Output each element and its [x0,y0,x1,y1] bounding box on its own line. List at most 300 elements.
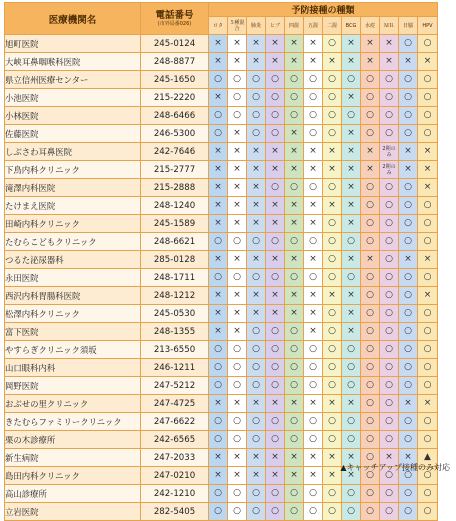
vaccine-availability-cell: ○ [342,377,361,395]
vaccine-availability-cell: × [285,161,304,179]
vaccine-availability-cell: ○ [266,89,285,107]
table-row [5,431,438,449]
table-row [5,197,438,215]
vaccine-availability-cell: ○ [361,359,380,377]
table-row [5,143,438,161]
vaccine-availability-cell: ○ [285,89,304,107]
vaccine-availability-cell: × [304,35,323,53]
vaccine-availability-cell: × [228,305,247,323]
vaccine-availability-cell: ○ [323,413,342,431]
vaccine-availability-cell: × [285,215,304,233]
vaccine-availability-cell: × [342,53,361,71]
vaccine-availability-cell: ○ [380,413,399,431]
phone-number: 285-0128 [141,251,209,269]
vaccine-availability-cell: × [247,197,266,215]
vaccine-availability-cell: ○ [228,503,247,521]
vaccine-availability-cell: ○ [209,359,228,377]
vaccine-availability-cell: ○ [247,71,266,89]
vaccine-availability-cell: ○ [342,107,361,125]
vaccine-availability-cell: ○ [266,503,285,521]
vaccine-availability-cell: × [304,143,323,161]
vaccine-availability-cell: ○ [323,125,342,143]
vaccine-availability-cell: × [209,449,228,467]
vaccine-availability-cell: × [399,161,418,179]
vaccine-availability-cell: ○ [304,503,323,521]
vaccine-availability-cell: ○ [399,287,418,305]
column-header-phone [141,3,209,35]
vaccine-availability-cell: × [266,467,285,485]
vaccine-availability-cell: × [266,395,285,413]
vaccine-availability-cell: ○ [304,233,323,251]
vaccine-availability-cell: × [285,467,304,485]
vaccine-availability-cell: ○ [361,341,380,359]
vaccine-header-3: ヒブ [266,17,285,35]
vaccine-availability-cell: ○ [399,305,418,323]
phone-header-area-code: (市外局番026) [157,20,192,27]
vaccine-availability-cell: ○ [323,305,342,323]
vaccine-availability-cell: ○ [228,485,247,503]
vaccine-availability-cell: ○ [380,359,399,377]
vaccine-availability-cell: ○ [266,323,285,341]
vaccine-availability-cell: × [285,197,304,215]
vaccine-availability-cell: ○ [266,71,285,89]
vaccine-availability-cell: ○ [209,125,228,143]
vaccine-availability-cell: ○ [266,377,285,395]
vaccine-availability-cell: × [418,143,438,161]
vaccine-availability-cell: ○ [323,485,342,503]
vaccine-availability-cell: × [342,467,361,485]
vaccine-availability-cell: ○ [342,359,361,377]
vaccine-availability-cell: × [228,53,247,71]
vaccine-availability-cell: ○ [285,503,304,521]
vaccine-availability-cell: × [209,215,228,233]
vaccine-availability-cell: × [285,287,304,305]
vaccine-availability-cell: × [399,53,418,71]
vaccine-availability-cell: ○ [342,269,361,287]
vaccine-availability-cell: × [361,143,380,161]
vaccine-availability-cell: ○ [304,413,323,431]
institution-name: しぶさわ耳鼻医院 [5,143,141,161]
vaccine-availability-cell: ○ [323,71,342,89]
vaccine-availability-cell: ○ [228,359,247,377]
vaccine-availability-cell: × [380,449,399,467]
vaccine-availability-cell: × [418,53,438,71]
vaccine-availability-cell: ○ [418,233,438,251]
vaccine-availability-cell: × [323,467,342,485]
vaccine-availability-cell: ○ [361,107,380,125]
vaccine-availability-cell: × [342,161,361,179]
vaccine-availability-cell: ○ [418,413,438,431]
institution-name: やすらぎクリニック須坂 [5,341,141,359]
vaccine-availability-cell: ○ [266,125,285,143]
vaccine-availability-cell: ○ [285,233,304,251]
vaccine-availability-cell: ○ [323,431,342,449]
vaccine-availability-cell: × [266,251,285,269]
vaccine-availability-cell: ○ [209,377,228,395]
vaccine-availability-cell: ○ [247,341,266,359]
vaccine-availability-cell: × [266,35,285,53]
vaccine-availability-cell: ○ [418,35,438,53]
vaccine-availability-cell: × [418,287,438,305]
vaccine-availability-cell: × [304,395,323,413]
vaccine-availability-cell: ○ [399,467,418,485]
vaccine-availability-cell: × [304,305,323,323]
vaccine-availability-cell: ○ [247,431,266,449]
phone-number: 247-2033 [141,449,209,467]
vaccine-availability-cell: × [323,53,342,71]
column-header-vaccine-types: 予防接種の種類 [209,3,438,17]
institution-name: 佐藤医院 [5,125,141,143]
vaccine-header-1: ５種混合 [228,17,247,35]
table-row [5,485,438,503]
vaccine-availability-cell: × [209,197,228,215]
table-row [5,107,438,125]
column-header-institution: 医療機関名 [5,3,141,35]
vaccine-availability-cell: ○ [361,413,380,431]
vaccine-availability-cell: ○ [361,305,380,323]
vaccine-availability-cell: × [304,53,323,71]
vaccine-availability-cell: × [247,287,266,305]
vaccine-availability-cell: × [399,143,418,161]
vaccine-availability-cell: × [342,35,361,53]
vaccine-availability-cell: × [209,251,228,269]
vaccine-availability-cell: × [266,305,285,323]
vaccine-availability-cell: ○ [361,125,380,143]
vaccine-availability-cell: ○ [342,485,361,503]
vaccine-availability-cell: ▲ [418,449,438,467]
vaccine-availability-cell: ○ [399,71,418,89]
institution-name: 島田内科クリニック [5,467,141,485]
vaccine-availability-cell: ○ [380,305,399,323]
vaccine-availability-cell: ○ [418,305,438,323]
vaccine-availability-cell: × [304,287,323,305]
phone-number: 248-1212 [141,287,209,305]
vaccine-availability-cell: ○ [285,71,304,89]
vaccine-availability-cell: ○ [399,323,418,341]
vaccine-availability-cell: × [342,305,361,323]
vaccine-availability-cell: ○ [399,89,418,107]
vaccine-availability-cell: × [380,35,399,53]
vaccine-availability-cell: ○ [418,197,438,215]
vaccine-availability-cell: ○ [304,125,323,143]
vaccine-availability-cell: ○ [247,377,266,395]
vaccine-availability-cell: ○ [418,341,438,359]
vaccine-availability-cell: × [247,143,266,161]
vaccine-availability-cell: × [247,161,266,179]
vaccine-availability-cell: ○ [361,395,380,413]
vaccine-availability-cell: ○ [342,431,361,449]
vaccine-availability-cell: × [323,143,342,161]
institution-name: 小林医院 [5,107,141,125]
vaccine-availability-cell: ○ [399,215,418,233]
vaccine-availability-cell: × [209,305,228,323]
vaccine-availability-cell: ○ [304,341,323,359]
vaccine-availability-cell: × [323,449,342,467]
vaccine-availability-cell: ○ [247,269,266,287]
phone-number: 248-8877 [141,53,209,71]
vaccine-availability-cell: × [209,35,228,53]
vaccine-availability-cell: × [209,287,228,305]
vaccine-availability-cell: ○ [380,377,399,395]
vaccine-availability-cell: × [228,125,247,143]
vaccine-availability-cell: ○ [323,233,342,251]
vaccine-availability-cell: × [247,467,266,485]
vaccine-availability-cell: ○ [266,179,285,197]
vaccine-availability-cell: × [266,449,285,467]
vaccine-availability-cell: ○ [418,71,438,89]
vaccine-availability-cell: ○ [304,377,323,395]
vaccine-availability-cell: ○ [380,503,399,521]
phone-number: 246-1211 [141,359,209,377]
vaccine-header-11: HPV [418,17,438,35]
vaccine-availability-cell: × [342,215,361,233]
vaccine-availability-cell: × [285,35,304,53]
institution-name: 栗の木診療所 [5,431,141,449]
table-row [5,323,438,341]
vaccine-availability-cell: ○ [361,269,380,287]
vaccine-availability-cell: ○ [209,71,228,89]
vaccine-availability-cell: ○ [323,35,342,53]
vaccine-availability-cell: ○ [247,89,266,107]
vaccine-availability-cell: × [266,287,285,305]
vaccine-availability-cell: ○ [361,215,380,233]
institution-name: 富下医院 [5,323,141,341]
vaccine-availability-cell: ○ [323,503,342,521]
vaccine-availability-cell: × [228,35,247,53]
institution-name: 岡野医院 [5,377,141,395]
vaccine-availability-cell: ○ [380,215,399,233]
vaccine-availability-cell: ○ [247,503,266,521]
vaccine-availability-cell: ○ [380,431,399,449]
vaccine-availability-cell: ○ [399,269,418,287]
vaccine-availability-cell: ○ [266,359,285,377]
table-row [5,161,438,179]
vaccine-header-4: 四混 [285,17,304,35]
vaccine-availability-cell: ○ [361,197,380,215]
vaccine-availability-cell: × [361,35,380,53]
vaccine-availability-cell: × [266,143,285,161]
vaccine-availability-cell: ○ [399,377,418,395]
vaccine-availability-cell: ○ [399,431,418,449]
vaccine-header-8: 水痘 [361,17,380,35]
vaccine-availability-cell: ○ [247,359,266,377]
phone-number: 248-6621 [141,233,209,251]
vaccine-availability-cell: ○ [399,125,418,143]
vaccine-availability-cell: ○ [361,431,380,449]
phone-number: 242-6565 [141,431,209,449]
phone-number: 248-1355 [141,323,209,341]
vaccine-availability-cell: × [285,143,304,161]
phone-number: 215-2777 [141,161,209,179]
phone-number: 242-7646 [141,143,209,161]
institution-name: たむらこどもクリニック [5,233,141,251]
vaccine-availability-cell: ○ [266,413,285,431]
vaccine-availability-cell: ○ [399,233,418,251]
vaccine-header-9: ＭＲ [380,17,399,35]
phone-number: 282-5405 [141,503,209,521]
vaccine-availability-cell: ○ [285,107,304,125]
table-row [5,341,438,359]
vaccine-availability-cell: ○ [418,467,438,485]
vaccine-availability-cell: × [209,89,228,107]
vaccine-availability-cell: × [361,251,380,269]
table-row [5,89,438,107]
vaccine-availability-cell: ○ [418,89,438,107]
table-row [5,125,438,143]
vaccine-availability-cell: ○ [323,179,342,197]
vaccine-availability-cell: × [323,161,342,179]
institution-name: 高山診療所 [5,485,141,503]
vaccine-availability-cell: × [342,323,361,341]
vaccine-availability-cell: × [304,467,323,485]
vaccine-availability-cell: ○ [380,251,399,269]
vaccine-availability-cell: × [266,215,285,233]
vaccine-availability-cell: ○ [304,107,323,125]
table-row [5,413,438,431]
vaccine-availability-cell: ○ [304,269,323,287]
vaccine-availability-cell: ○ [323,377,342,395]
institution-name: つるた泌尿器科 [5,251,141,269]
vaccine-availability-cell: ○ [304,485,323,503]
vaccine-availability-cell: × [323,197,342,215]
vaccine-availability-cell: × [228,179,247,197]
vaccine-availability-cell: ○ [418,323,438,341]
vaccine-availability-cell: × [266,53,285,71]
vaccine-availability-cell: ○ [361,179,380,197]
institution-name: 永田医院 [5,269,141,287]
vaccine-availability-cell: × [304,197,323,215]
vaccine-availability-cell: ○ [323,269,342,287]
vaccine-availability-cell: ○ [285,377,304,395]
vaccine-availability-cell: × [342,125,361,143]
vaccine-availability-cell: × [247,53,266,71]
vaccine-availability-cell: × [418,179,438,197]
vaccine-availability-cell: ○ [209,341,228,359]
vaccine-availability-cell: ○ [209,413,228,431]
vaccine-availability-cell: × [209,323,228,341]
institution-name: 立岩医院 [5,503,141,521]
table-row [5,287,438,305]
vaccine-availability-cell: ○ [418,485,438,503]
vaccine-availability-cell: × [209,179,228,197]
institution-name: 県立信州医療センター [5,71,141,89]
vaccine-availability-cell: × [228,467,247,485]
table-row [5,395,438,413]
vaccine-availability-cell: ○ [266,431,285,449]
vaccine-availability-cell: ○ [247,485,266,503]
vaccine-availability-cell: ○ [228,71,247,89]
vaccine-availability-cell: ○ [361,233,380,251]
vaccine-availability-cell: × [342,287,361,305]
vaccine-availability-cell: × [323,395,342,413]
vaccine-availability-cell: ○ [266,341,285,359]
vaccine-availability-cell: ○ [418,269,438,287]
institution-name: 小池医院 [5,89,141,107]
vaccine-availability-cell: × [342,197,361,215]
institution-name: 大峡耳鼻咽喉科医院 [5,53,141,71]
institution-name: きたむらファミリークリニック [5,413,141,431]
vaccine-availability-cell: × [285,125,304,143]
vaccine-availability-cell: ○ [209,233,228,251]
vaccine-availability-cell: × [228,449,247,467]
vaccine-availability-cell: × [418,395,438,413]
vaccine-availability-cell: ○ [285,485,304,503]
vaccine-availability-cell: ○ [380,107,399,125]
vaccine-availability-cell: ○ [209,269,228,287]
vaccine-availability-cell: × [342,251,361,269]
vaccine-availability-cell: ○ [266,269,285,287]
vaccine-availability-cell: × [247,395,266,413]
table-row [5,35,438,53]
vaccine-availability-cell: ○ [342,233,361,251]
vaccine-availability-cell: ○ [209,431,228,449]
vaccine-availability-cell: ○ [342,71,361,89]
table-row [5,179,438,197]
vaccine-availability-cell: ○ [399,197,418,215]
vaccine-availability-cell: ○ [399,341,418,359]
vaccine-availability-cell: ○ [285,269,304,287]
vaccine-availability-cell: ○ [361,485,380,503]
vaccine-availability-cell: ○ [380,125,399,143]
vaccine-availability-cell: ○ [361,467,380,485]
vaccine-availability-cell: ○ [247,413,266,431]
vaccine-availability-cell: × [285,395,304,413]
table-row [5,377,438,395]
institution-name: 田崎内科クリニック [5,215,141,233]
vaccine-availability-cell: ○ [285,413,304,431]
phone-number: 247-6622 [141,413,209,431]
vaccine-availability-cell: × [285,449,304,467]
vaccine-availability-cell: ○ [399,179,418,197]
phone-header-label: 電話番号 [155,9,194,21]
phone-number: 245-1650 [141,71,209,89]
institution-name: 滝澤内科医院 [5,179,141,197]
vaccine-availability-cell: × [361,53,380,71]
vaccine-availability-cell: × [228,395,247,413]
vaccine-availability-cell: ○ [228,89,247,107]
vaccine-availability-cell: × [418,161,438,179]
vaccine-availability-cell: ○ [380,71,399,89]
vaccine-availability-cell: ○ [361,449,380,467]
vaccine-availability-cell: ○ [228,377,247,395]
vaccine-availability-cell: ○ [380,341,399,359]
vaccine-availability-cell: ○ [323,359,342,377]
vaccine-availability-cell: ○ [418,377,438,395]
vaccine-availability-cell: × [209,161,228,179]
phone-number: 247-4725 [141,395,209,413]
vaccine-availability-cell: × [247,215,266,233]
vaccine-availability-cell: × [285,251,304,269]
vaccine-availability-cell: × [304,251,323,269]
table-row [5,71,438,89]
phone-number: 247-0210 [141,467,209,485]
institution-name: 新生病院 [5,449,141,467]
institution-name: 西沢内科胃腸科医院 [5,287,141,305]
vaccine-availability-cell: × [209,53,228,71]
vaccine-availability-cell: × [247,179,266,197]
vaccine-availability-cell: ○ [323,341,342,359]
vaccine-availability-cell: ○ [418,215,438,233]
vaccine-availability-cell: ○ [285,431,304,449]
vaccine-availability-cell: ○ [380,89,399,107]
phone-number: 245-0530 [141,305,209,323]
vaccine-header-6: 二混 [323,17,342,35]
table-row [5,215,438,233]
vaccine-availability-cell: × [247,449,266,467]
vaccine-availability-cell: × [209,395,228,413]
vaccine-availability-cell: ○ [361,89,380,107]
vaccine-availability-cell: ○ [361,323,380,341]
